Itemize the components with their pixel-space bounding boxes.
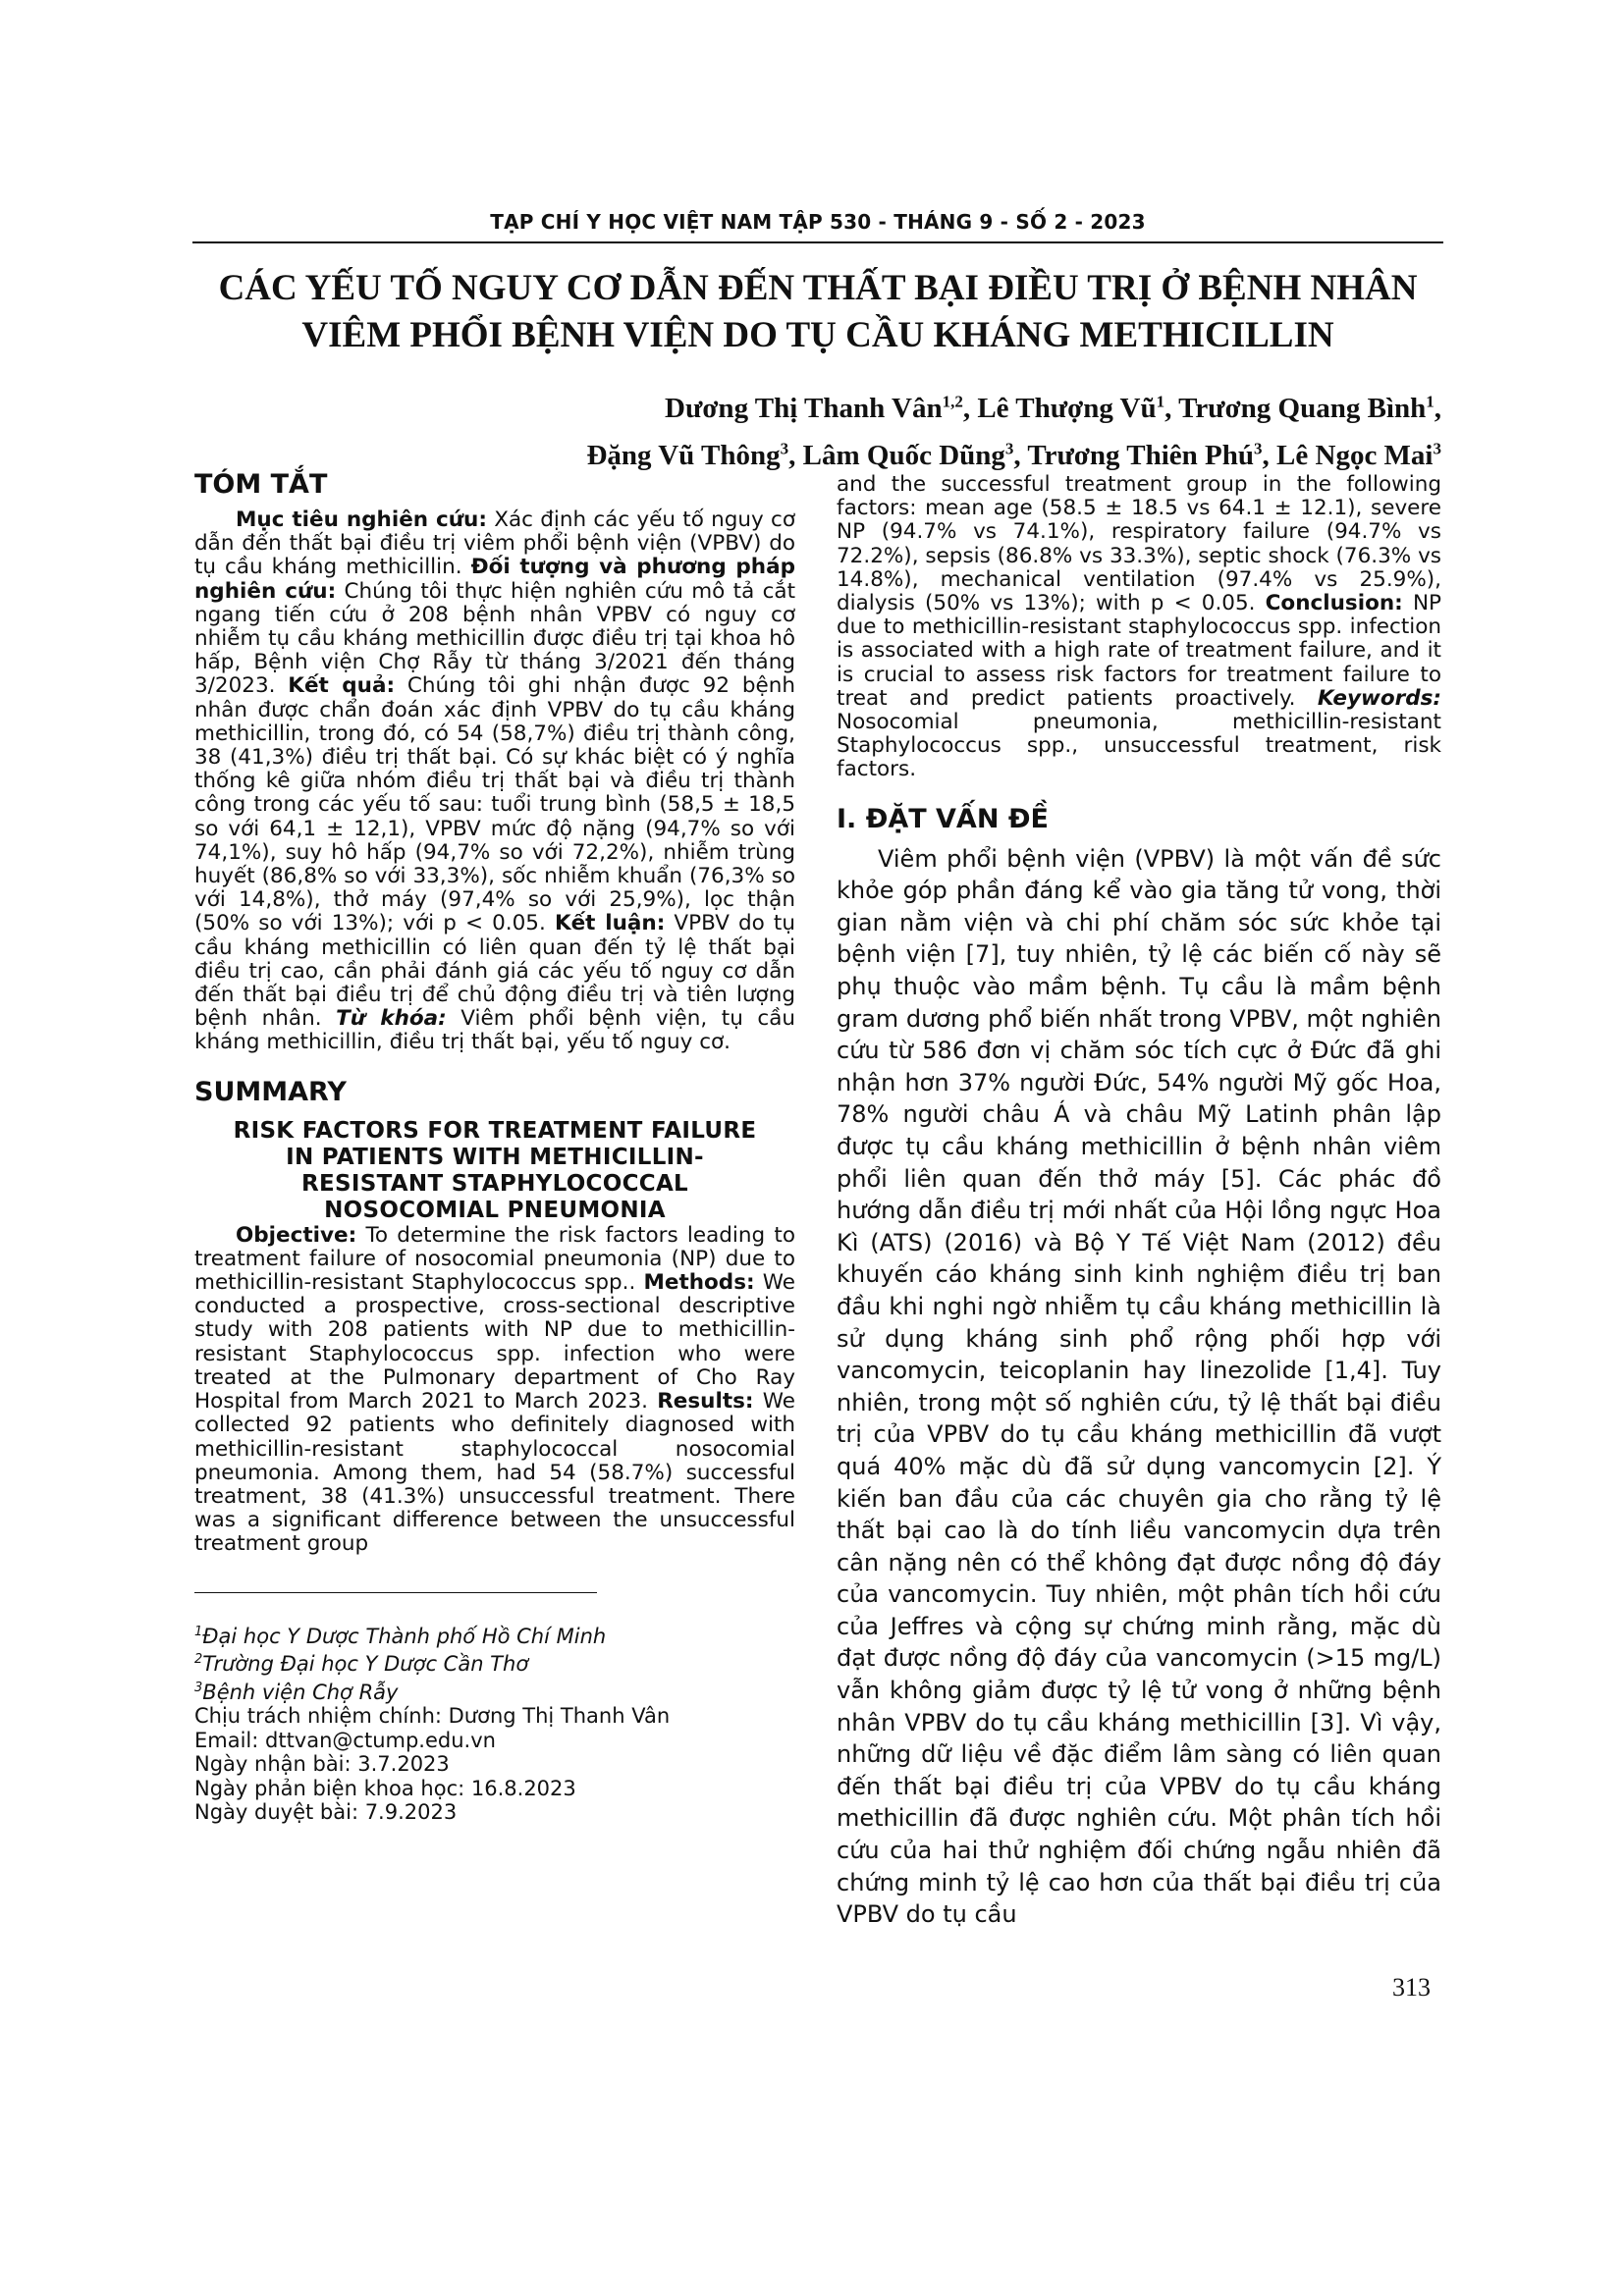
date-received: Ngày nhận bài: 3.7.2023 [194, 1752, 450, 1777]
page-number: 313 [1392, 1973, 1431, 2002]
date-reviewed: Ngày phản biện khoa học: 16.8.2023 [194, 1776, 576, 1800]
right-column [837, 473, 1441, 1931]
left-column [194, 469, 795, 1825]
running-header: TẠP CHÍ Y HỌC VIỆT NAM TẬP 530 - THÁNG 9 - SỐ 2 - 2023 [490, 210, 1146, 234]
author-list [361, 381, 1441, 476]
date-accepted: Ngày duyệt bài: 7.9.2023 [194, 1800, 458, 1825]
author: Lê Thượng $Vũ^1$, [977, 392, 1179, 424]
footnotes [194, 1621, 795, 1825]
corresponding-author: Chịu trách nhiệm chính: Dương Thị Thanh Vân [194, 1704, 671, 1729]
section-1-heading: I. ĐẶT VẤN ĐỀ [837, 803, 1049, 834]
summary-title: RISK FACTORS FOR TREATMENT FAILURE IN PATIENTS WITH METHICILLIN- RESISTANT STAPHYLOCOCCAL NOSOCOMIAL PNEUMONIA [233, 1117, 757, 1223]
abstract-vi-text: Mục tiêu nghiên cứu: Xác định các yếu tố nguy cơ dẫn đến thất bại điều trị viêm phổi bệnh viện (VPBV) do tụ cầu kháng methicillin. Đối tượng và phương pháp nghiên cứu: Chúng tôi thực hiện nghiên cứu mô tả cắt ngang tiến cứu ở 208 bệnh nhân VPBV có nguy cơ nhiễm tụ cầu kháng methicillin được điều trị tại khoa hô hấp, Bệnh viện Chợ Rẫy từ tháng 3/2021 đến tháng 3/2023. Kết quả: Chúng tôi ghi nhận được 92 bệnh nhân được chẩn đoán xác định VPBV do tụ cầu kháng methicillin, trong đó, có 54 (58,7%) điều trị thành công, 38 (41,3%) điều trị thất bại. Có sự khác biệt có ý nghĩa thống kê giữa nhóm điều trị thất bại và điều trị thành công trong các yếu tố sau: tuổi trung bình (58,5 ± 18,5 so với 64,1 ± 12,1), VPBV mức độ nặng (94,7% so với 74,1%), suy hô hấp (94,7% so với 72,2%), nhiễm trùng huyết (86,8% so với 33,3%), sốc nhiễm khuẩn (76,3% so với 14,8%), thở máy (97,4% so với 25,9%), lọc thận (50% so với 13%); với p < 0.05. Kết luận: VPBV do tụ cầu kháng methicillin có liên quan đến tỷ lệ thất bại điều trị cao, cần phải đánh giá các yếu tố nguy cơ dẫn đến thất bại điều trị để chủ động điều trị và tiên lượng bệnh nhân. Từ khóa: Viêm phổi bệnh viện, tụ cầu kháng methicillin, điều trị thất bại, yếu tố nguy cơ. [194, 507, 795, 1055]
affiliation: $^2$Trường Đại học Y Dược Cần Thơ [194, 1652, 529, 1677]
summary-text-right: and the successful treatment group in the following factors: mean age (58.5 ± 18.5 vs 64.1 ± 12.1), severe NP (94.7% vs 74.1%), respiratory failure (94.7% vs 72.2%), sepsis (86.8% vs 33.3%), septic shock (76.3% vs 14.8%), mechanical ventilation (97.4% vs 25.9%), dialysis (50% vs 13%); with p < 0.05. Conclusion: NP due to methicillin-resistant staphylococcus spp. infection is associated with a high rate of treatment failure, and it is crucial to assess risk factors for treatment failure to treat and predict patients proactively. Keywords: Nosocomial pneumonia, methicillin-resistant Staphylococcus spp., unsuccessful treatment, risk factors. [837, 472, 1441, 782]
author: Lê Ngọc Mai$^3$ [1276, 439, 1441, 472]
author: Lâm Quốc Dũng$^3$, [802, 439, 1028, 472]
footnote-rule [194, 1592, 597, 1593]
author: Trương Quang Bình$^1$, [1178, 392, 1441, 424]
author: Trương Thiên Phú$^3$, [1027, 439, 1277, 472]
abstract-vi-heading: TÓM TẮT [194, 469, 328, 500]
affiliation: $^1$Đại học Y Dược Thành phố Hồ Chí Minh [194, 1624, 607, 1648]
summary-heading: SUMMARY [194, 1076, 347, 1107]
article-title [192, 265, 1443, 359]
author: Dương Thị Thanh Vân$^{1,2}$, [665, 392, 978, 424]
summary-text-left: Objective: To determine the risk factors leading to treatment failure of nosocomial pneumonia (NP) due to methicillin-resistant Staphylococcus spp.. Methods: We conducted a prospective, cross-sectional descriptive study with 208 patients with NP due to methicillin-resistant Staphylococcus spp. infection who were treated at the Pulmonary department of Cho Ray Hospital from March 2021 to March 2023. Results: We collected 92 patients who definitely diagnosed with methicillin-resistant staphylococcal nosocomial pneumonia. Among them, had 54 (58.7%) successful treatment, 38 (41.3%) unsuccessful treatment. There was a significant difference between the unsuccessful treatment group [194, 1222, 796, 1557]
title-line-2: VIÊM PHỔI BỆNH VIỆN DO TỤ CẦU KHÁNG METHICILLIN [301, 315, 1334, 355]
author: Đặng Vũ Thông$^3$, [586, 439, 803, 472]
title-line-1: CÁC YẾU TỐ NGUY CƠ DẪN ĐẾN THẤT BẠI ĐIỀU TRỊ Ở BỆNH NHÂN [218, 268, 1418, 308]
section-1-paragraph: Viêm phổi bệnh viện (VPBV) là một vấn đề sức khỏe góp phần đáng kể vào gia tăng tử vong, thời gian nằm viện và chi phí chăm sóc sức khỏe tại bệnh viện [7], tuy nhiên, tỷ lệ các biến cố này sẽ phụ thuộc vào mầm bệnh. Tụ cầu là mầm bệnh gram dương phổ biến nhất trong VPBV, một nghiên cứu từ 586 đơn vị chăm sóc tích cực ở Đức đã ghi nhận hơn 37% người Đức, 54% người Mỹ gốc Hoa, 78% người châu Á và châu Mỹ Latinh phân lập được tụ cầu kháng methicillin ở bệnh nhân viêm phổi liên quan đến thở máy [5]. Các phác đồ hướng dẫn điều trị mới nhất của Hội lồng ngực Hoa Kì (ATS) (2016) và Bộ Y Tế Việt Nam (2012) đều khuyến cáo kháng sinh kinh nghiệm điều trị ban đầu khi nghi ngờ nhiễm tụ cầu kháng methicillin là sử dụng kháng sinh phổ rộng phối hợp với vancomycin, teicoplanin hay linezolide [1,4]. Tuy nhiên, trong một số nghiên cứu, tỷ lệ thất bại điều trị của VPBV do tụ cầu kháng methicillin đã vượt quá 40% mặc dù đã sử dụng vancomycin [2]. Ý kiến ban đầu của các chuyên gia cho rằng tỷ lệ thất bại cao là do tính liều vancomycin dựa trên cân nặng nên có thể không đạt được nồng độ đáy của vancomycin. Tuy nhiên, một phân tích hồi cứu của Jeffres và cộng sự chứng minh rằng, mặc dù đạt được nồng độ đáy của vancomycin (>15 mg/L) vẫn không giảm được tỷ lệ tử vong ở những bệnh nhân VPBV do tụ cầu kháng methicillin [3]. Vì vậy, những dữ liệu về đặc điểm lâm sàng có liên quan đến thất bại điều trị của VPBV do tụ cầu kháng methicillin đã được nghiên cứu. Một phân tích hồi cứu của hai thử nghiệm đối chứng ngẫu nhiên đã chứng minh tỷ lệ cao hơn của thất bại điều trị của VPBV do tụ cầu [837, 844, 1441, 1929]
header-rule [192, 241, 1443, 243]
email: Email: dttvan@ctump.edu.vn [194, 1728, 496, 1752]
affiliation: $^3$Bệnh viện Chợ Rẫy [194, 1680, 399, 1704]
